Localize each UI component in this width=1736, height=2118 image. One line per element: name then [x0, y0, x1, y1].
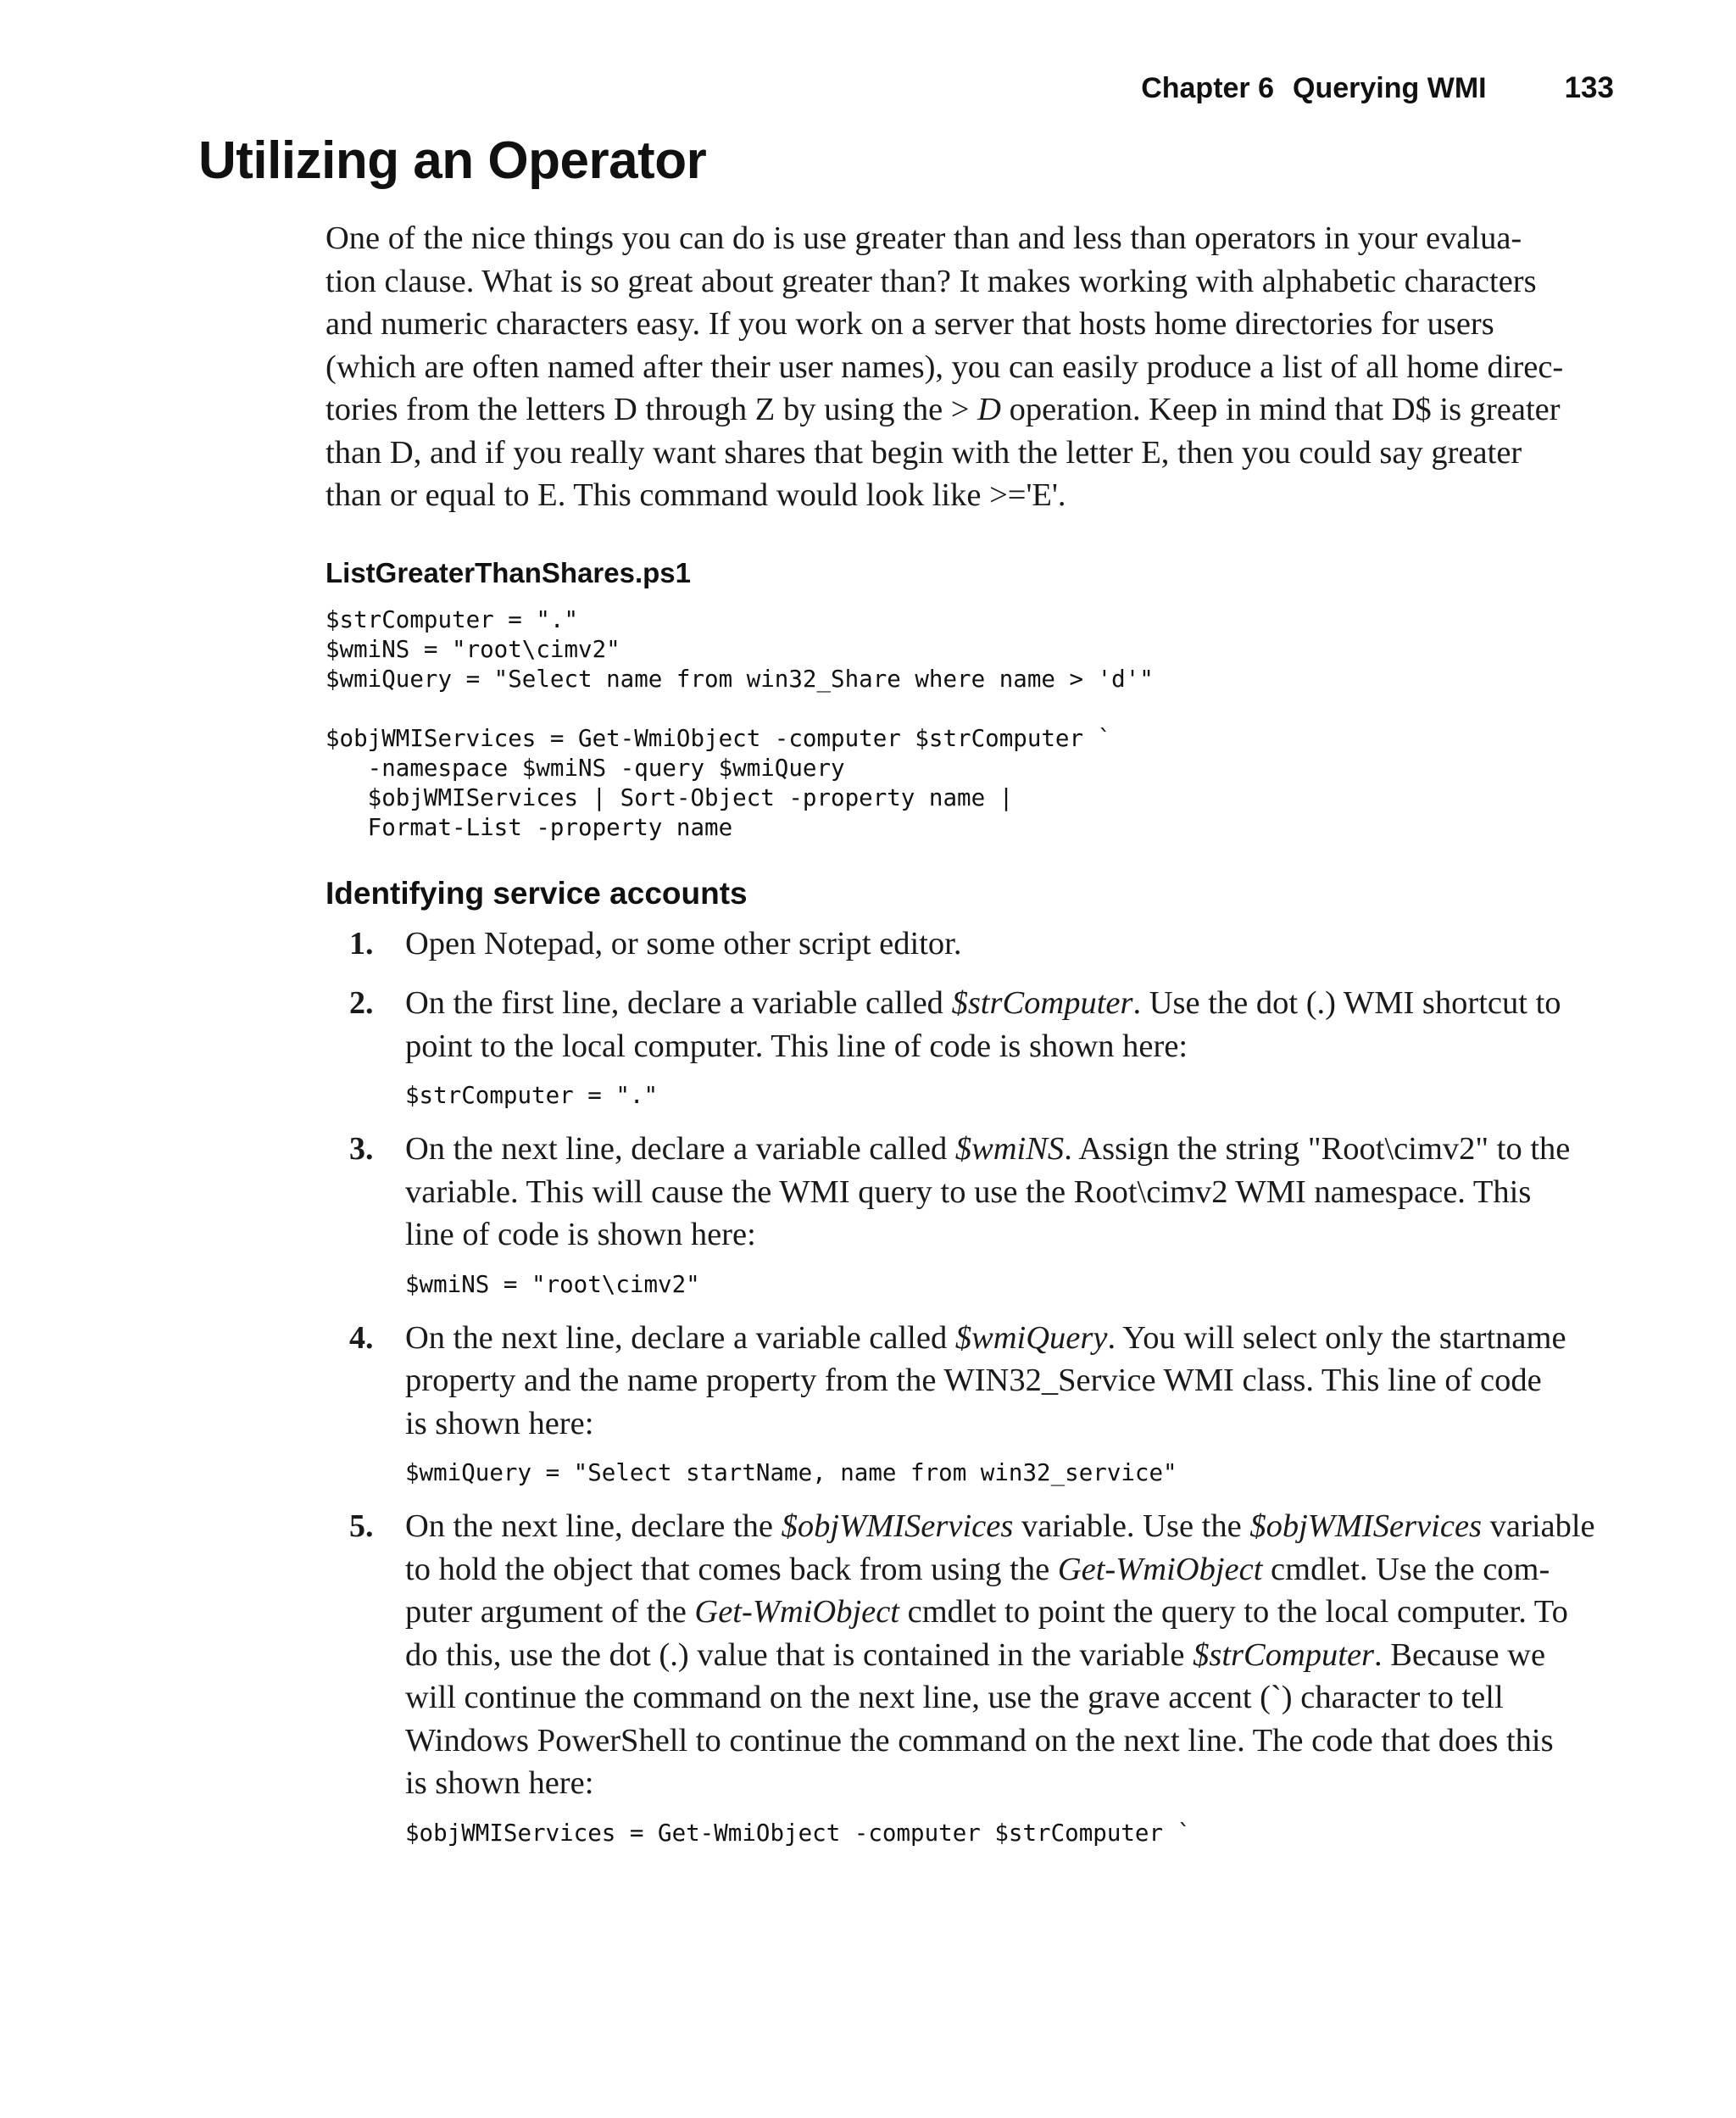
step-text: [405, 922, 1611, 966]
code-line: $wmiQuery = "Select name from win32_Share where name > 'd'": [326, 665, 1154, 693]
step-line: is shown here:: [405, 1765, 594, 1801]
chapter-label: Chapter 6: [1141, 72, 1275, 104]
step-4: [326, 1317, 1611, 1489]
variable-name: $wmiQuery: [954, 1319, 1108, 1356]
text-run: . Use the dot (.) WMI shortcut to: [1132, 985, 1561, 1021]
step-line: [405, 1634, 1611, 1677]
text-run: tories from the letters D through Z by using the: [326, 392, 951, 427]
step-code: $wmiNS = "root\cimv2": [405, 1270, 700, 1298]
step-number: 4.: [349, 1319, 374, 1356]
paragraph-line: than D, and if you really want shares that begin with the letter E, then you could say greater: [326, 434, 1522, 471]
code-line: $strComputer = ".": [326, 605, 579, 633]
code-line: $objWMIServices | Sort-Object -property name |: [326, 783, 1014, 811]
text-run: On the next line, declare a variable called: [405, 1319, 955, 1356]
cmdlet-name: Get-WmiObject: [1057, 1551, 1263, 1587]
text-run: puter argument of the: [405, 1594, 695, 1630]
step-line: line of code is shown here:: [405, 1217, 756, 1252]
script-listing-title: ListGreaterThanShares.ps1: [326, 556, 691, 588]
step-line: point to the local computer. This line of code is shown here:: [405, 1028, 1188, 1064]
paragraph-line: tion clause. What is so great about greater than? It makes working with alphabetic characters: [326, 263, 1537, 299]
variable-name: $objWMIServices: [781, 1508, 1014, 1544]
text-run: variable. Use the: [1013, 1508, 1250, 1544]
step-text: [405, 1505, 1611, 1805]
running-head: [1141, 71, 1614, 105]
text-run: On the first line, declare a variable called: [405, 985, 952, 1021]
step-number: 5.: [349, 1508, 374, 1544]
step-1: [326, 922, 1611, 966]
step-line: variable. This will cause the WMI query to use the Root\cimv2 WMI namespace. This: [405, 1173, 1532, 1210]
step-code: $strComputer = ".": [405, 1082, 659, 1109]
procedure-steps: [326, 922, 1611, 1848]
script-listing: [326, 605, 1611, 843]
variable-name: $strComputer: [1193, 1636, 1375, 1673]
step-line: Windows PowerShell to continue the command on the next line. The code that does this: [405, 1722, 1554, 1758]
section-title: Utilizing an Operator: [198, 131, 707, 190]
step-number: 2.: [349, 985, 374, 1021]
code-line: Format-List -property name: [326, 813, 733, 841]
step-5: [326, 1505, 1611, 1848]
italic-term: D: [977, 392, 1001, 427]
step-line: [405, 1128, 1611, 1171]
text-run: cmdlet. Use the com-: [1262, 1551, 1550, 1587]
step-number: 3.: [349, 1131, 374, 1167]
page-content: [326, 217, 1611, 1865]
code-line: $wmiNS = "root\cimv2": [326, 635, 620, 663]
code-line: -namespace $wmiNS -query $wmiQuery: [326, 754, 845, 782]
step-code: $wmiQuery = "Select startName, name from win32_service": [405, 1459, 1177, 1486]
step-line: [405, 982, 1611, 1025]
text-run: to hold the object that comes back from using the: [405, 1551, 1058, 1587]
step-2: [326, 982, 1611, 1111]
procedure-heading: Identifying service accounts: [326, 875, 748, 911]
step-text: [405, 982, 1611, 1067]
text-run: >: [950, 392, 978, 427]
step-line: is shown here:: [405, 1405, 594, 1441]
step-3: [326, 1128, 1611, 1300]
step-line: property and the name property from the WIN32_Service WMI class. This line of code: [405, 1363, 1542, 1398]
step-line: [405, 1591, 1611, 1634]
text-run: operation. Keep in mind that D$ is greater: [1000, 392, 1561, 427]
chapter-title: Querying WMI: [1293, 72, 1487, 104]
page-number: 133: [1564, 71, 1614, 104]
text-run: . Assign the string "Root\cimv2" to the: [1064, 1131, 1571, 1167]
variable-name: $objWMIServices: [1249, 1508, 1483, 1544]
paragraph-line: (which are often named after their user names), you can easily produce a list of all home direc-: [326, 348, 1564, 385]
text-run: . You will select only the startname: [1107, 1319, 1566, 1356]
text-run: cmdlet to point the query to the local computer. To: [899, 1594, 1568, 1630]
paragraph-line: One of the nice things you can do is use greater than and less than operators in your evalua-: [326, 220, 1522, 256]
paragraph-line: than or equal to E. This command would look like >='E'.: [326, 477, 1066, 513]
paragraph-line: [326, 388, 1611, 432]
variable-name: $wmiNS: [954, 1131, 1065, 1167]
step-code: $objWMIServices = Get-WmiObject -computer $strComputer `: [405, 1819, 1192, 1847]
cmdlet-name: Get-WmiObject: [694, 1594, 900, 1630]
intro-paragraph: [326, 217, 1611, 517]
text-run: On the next line, declare a variable called: [405, 1131, 955, 1167]
step-line: [405, 1548, 1611, 1591]
code-line: $objWMIServices = Get-WmiObject -computer $strComputer `: [326, 724, 1112, 752]
step-line: [405, 1317, 1611, 1360]
variable-name: $strComputer: [951, 985, 1133, 1021]
step-line: will continue the command on the next line, use the grave accent (`) character to tell: [405, 1680, 1504, 1715]
step-line: [405, 1505, 1611, 1548]
text-run: On the next line, declare the: [405, 1508, 782, 1544]
paragraph-line: and numeric characters easy. If you work on a server that hosts home directories for users: [326, 306, 1494, 342]
text-run: . Because we: [1374, 1636, 1546, 1673]
text-run: variable: [1482, 1508, 1595, 1544]
step-text: [405, 1128, 1611, 1257]
code-spacer: [326, 694, 1611, 724]
text-run: do this, use the dot (.) value that is contained in the variable: [405, 1636, 1194, 1673]
step-number: 1.: [349, 925, 374, 961]
step-line: Open Notepad, or some other script editor.: [405, 925, 962, 961]
step-text: [405, 1317, 1611, 1446]
